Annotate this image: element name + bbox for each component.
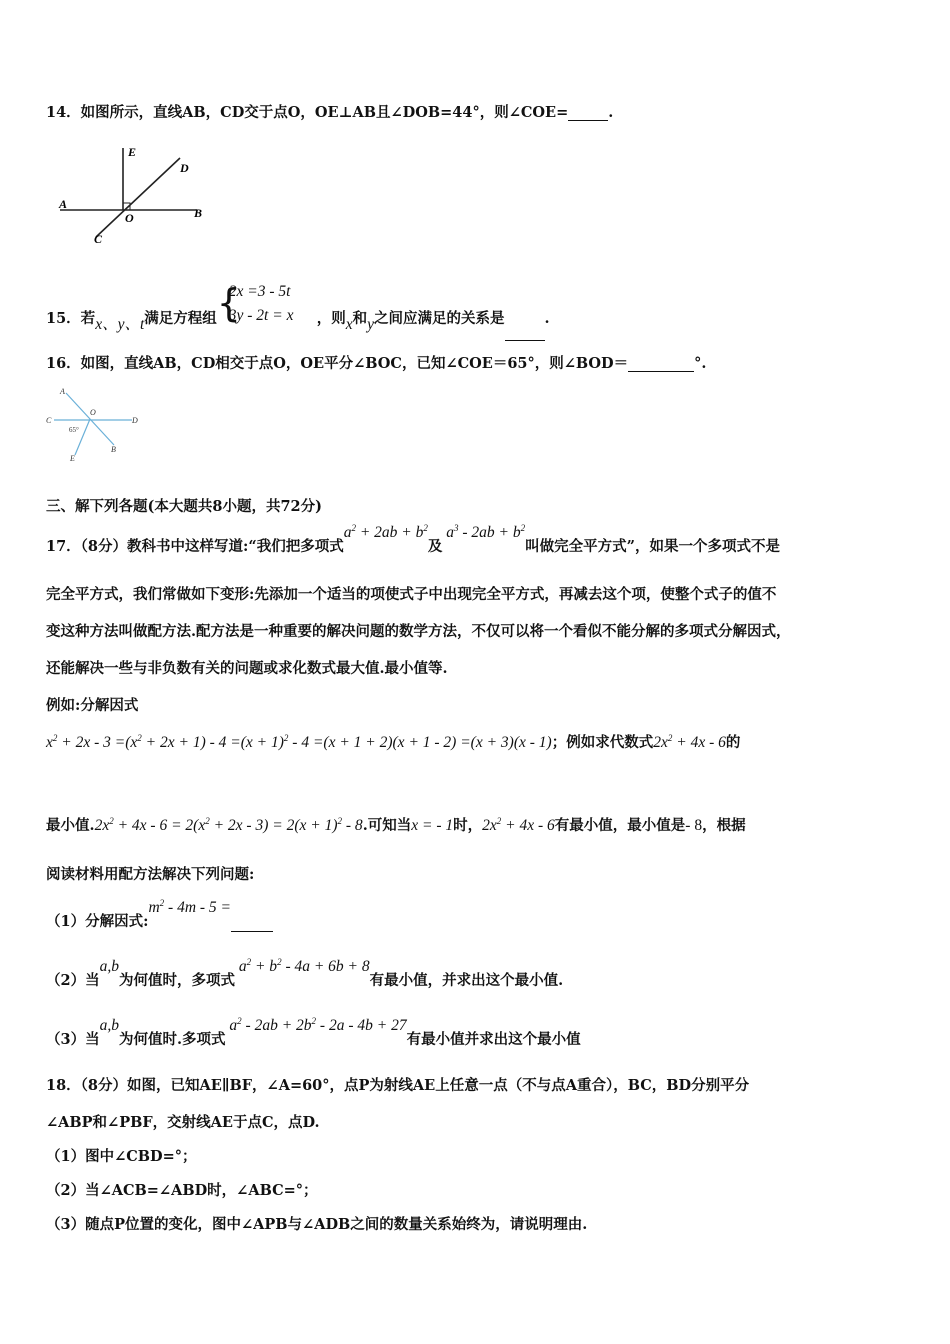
question-14: 14．如图所示，直线AB，CD交于点O，OE⊥AB且∠DOB=44°，则∠COE= .: [46, 104, 614, 121]
p1-answer-blank[interactable]: [231, 917, 273, 932]
q18-line-2: ∠ABP和∠PBF，交射线AE于点C，点D.: [46, 1114, 320, 1131]
q17-instructions: 阅读材料用配方法解决下列问题:: [46, 866, 255, 883]
q17-part-3: （3）当a,b为何值时.多项式 $a^2 - 2ab + 2b^2 - 2a - 4b + 27$有最小值并求出这个最小值: [46, 1016, 581, 1049]
p2-vars: a,b: [99, 958, 119, 976]
label-b: B: [111, 445, 116, 454]
label-c: C: [46, 416, 52, 425]
system-brace: {: [216, 281, 241, 325]
label-c: C: [94, 232, 103, 246]
p2-expression: $a^2 + b^2 - 4a + 6b + 8$: [234, 957, 370, 976]
label-o: O: [125, 211, 134, 225]
q17-factor-line: $x^2 + 2x - 3 =(x^2 + 2x + 1) - 4 =(x + 1)^2 - 4 =(x + 1 + 2)(x + 1 - 2) =(x + 3)(x - 1)$；例如求代数式$2x^2 + 4x - 6$的: [46, 733, 741, 752]
q14-answer-blank[interactable]: [568, 106, 608, 121]
equation-system: [217, 283, 317, 327]
label-d: D: [180, 161, 189, 175]
equation-1: 2x =3 - 5t: [228, 283, 291, 300]
q17-line-3: 变这种方法叫做配方法.配方法是一种重要的解决问题的数学方法，不仅可以将一个看似不能分解的多项式分解因式，: [46, 623, 791, 640]
q16-text: 16．如图，直线AB，CD相交于点O，OE平分∠BOC，已知∠COE＝65°，则∠BOD＝: [46, 355, 629, 372]
q18-part-1: （1）图中∠CBD=°；: [46, 1148, 197, 1165]
section-3-heading: 三、解下列各题(本大题共8小题，共72分): [46, 498, 322, 515]
q18-part-2: （2）当∠ACB=∠ABD时，∠ABC=°；: [46, 1182, 318, 1199]
condition: x = - 1: [411, 817, 454, 835]
q17-line-2: 完全平方式，我们常做如下变形:先添加一个适当的项使式子中出现完全平方式，再减去这个项，使整个式子的值不: [46, 586, 777, 603]
label-d: D: [132, 416, 138, 425]
factor-equation: $x^2 + 2x - 3 =(x^2 + 2x + 1) - 4 =(x + 1)^2 - 4 =(x + 1 + 2)(x + 1 - 2) =(x + 3)(x - 1)$: [46, 733, 552, 752]
expr-quadratic: $2x^2 + 4x - 6$: [653, 733, 726, 752]
p3-vars: a,b: [99, 1017, 119, 1035]
label-e: E: [128, 145, 137, 159]
label-a: A: [59, 197, 68, 211]
q16-figure: [44, 383, 144, 465]
p1-expression: $m^2 - 4m - 5$ =: [148, 898, 232, 917]
label-b: B: [194, 206, 203, 220]
q17-example-label: 例如:分解因式: [46, 697, 139, 714]
q15-vars: x、y、t: [95, 316, 145, 333]
line-cd: [96, 158, 180, 237]
q14-figure: [52, 142, 222, 247]
q17-min-line: 最小值$.2x^2 + 4x - 6 = 2(x^2 + 2x - 3) = 2(x + 1)^2 - 8$.可知当x = - 1时，$2x^2 + 4x - 6$有最小值，最小值是- 8，根据: [46, 816, 746, 835]
expr-square-2: $a^3 - 2ab + b^2$: [442, 523, 526, 542]
angle-label: 65°: [69, 426, 79, 434]
q17-part-2: （2）当a,b为何值时，多项式 $a^2 + b^2 - 4a + 6b + 8$有最小值，并求出这个最小值.: [46, 957, 564, 990]
equation-2: 3y - 2t = x: [228, 307, 294, 324]
p3-expression: $a^2 - 2ab + 2b^2 - 2a - 4b + 27$: [225, 1016, 407, 1035]
question-15: 15．若x、y、t满足方程组 { 2x =3 - 5t 3y - 2t = x ，则x和y之间应满足的关系是 .: [46, 297, 910, 341]
q18-line-1: 18．（8分）如图，已知AE∥BF，∠A=60°，点P为射线AE上任意一点（不与点A重合），BC，BD分别平分: [46, 1077, 750, 1094]
line-oe: [75, 419, 90, 455]
expr-quadratic-2: $2x^2 + 4x - 6$: [482, 816, 555, 835]
expr-square-1: $a^2 + 2ab + b^2$: [343, 523, 428, 542]
q15-answer-blank[interactable]: [505, 326, 545, 341]
min-value: - 8: [685, 817, 703, 835]
q16-answer-blank[interactable]: [628, 357, 694, 372]
label-o: O: [90, 408, 96, 417]
q14-text: 14．如图所示，直线AB，CD交于点O，OE⊥AB且∠DOB=44°，则∠COE=: [46, 104, 569, 121]
question-16: 16．如图，直线AB，CD相交于点O，OE平分∠BOC，已知∠COE＝65°，则∠BOD＝ °.: [46, 355, 707, 372]
label-e: E: [70, 454, 75, 463]
q18-part-3: （3）随点P位置的变化，图中∠APB与∠ADB之间的数量关系始终为，请说明理由.: [46, 1216, 588, 1233]
label-a: A: [60, 387, 65, 396]
q17-line-1: 17．（8分）教科书中这样写道:“我们把多项式$a^2 + 2ab + b^2$及 $a^3 - 2ab + b^2$叫做完全平方式”，如果一个多项式不是: [46, 523, 780, 556]
q17-line-4: 还能解决一些与非负数有关的问题或求化数式最大值.最小值等.: [46, 660, 448, 677]
min-equation: $2x^2 + 4x - 6 = 2(x^2 + 2x - 3) = 2(x + 1)^2 - 8$: [94, 816, 363, 835]
q17-part-1: （1）分解因式$:m^2 - 4m - 5$ =: [46, 912, 910, 932]
